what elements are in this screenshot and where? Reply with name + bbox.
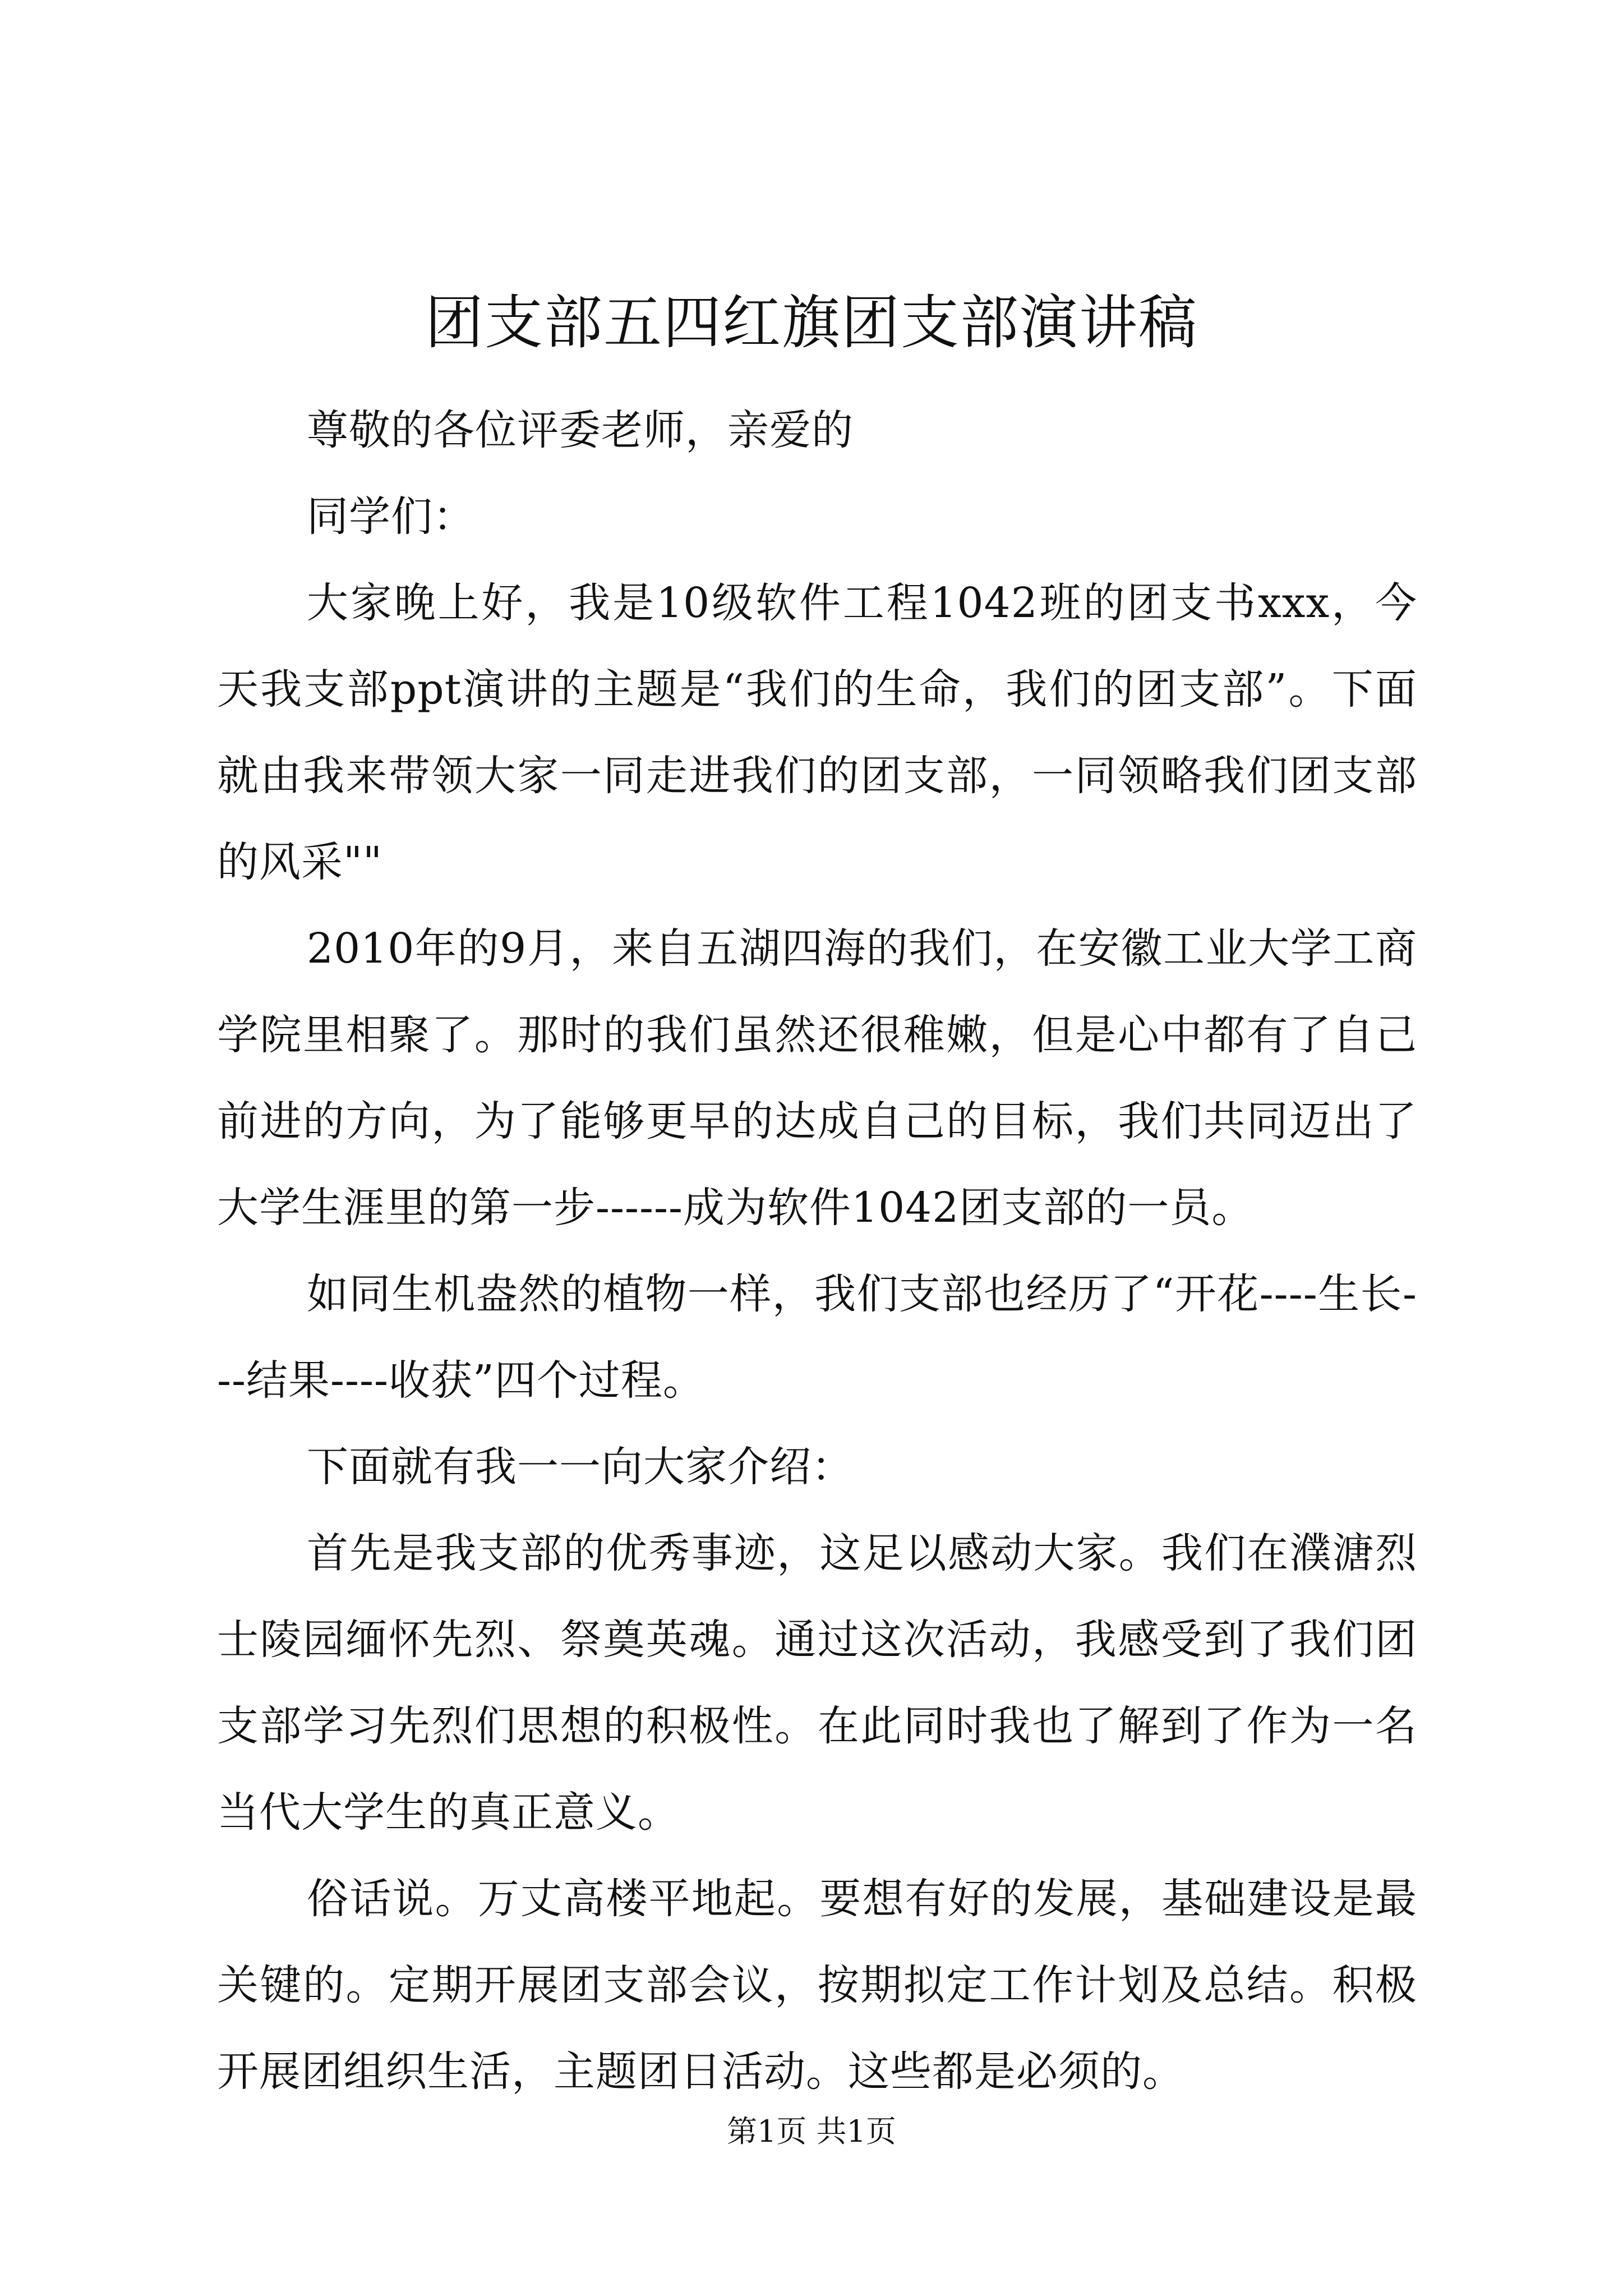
paragraph-growth: 如同生机盎然的植物一样，我们支部也经历了“开花----生长---结果----收获”四个过程。 [217,1270,1417,1405]
paragraph-foundation: 俗话说。万丈高楼平地起。要想有好的发展，基础建设是最关键的。定期开展团支部会议，按期拟定工作计划及总结。积极开展团组织生活，主题团日活动。这些都是必须的。 [217,1875,1417,2096]
document-title: 团支部五四红旗团支部演讲稿 [425,288,1198,357]
paragraph-salutation: 尊敬的各位评委老师，亲爱的 [307,406,854,454]
paragraph-salutation-cont: 同学们： [307,493,475,541]
page-footer: 第1页 共1页 [727,2114,896,2149]
paragraph-history: 2010年的9月，来自五湖四海的我们，在安徽工业大学工商学院里相聚了。那时的我们虽然还很稚嫩，但是心中都有了自己前进的方向，为了能够更早的达成自己的目标，我们共同迈出了大学生涯里的第一步------成为软件1042团支部的一员。 [217,924,1417,1232]
paragraph-transition: 下面就有我一一向大家介绍： [307,1443,854,1491]
paragraph-intro: 大家晚上好，我是10级软件工程1042班的团支书xxx，今天我支部ppt演讲的主题是“我们的生命，我们的团支部”。下面就由我来带领大家一同走进我们的团支部，一同领略我们团支部的风采"" [217,579,1417,886]
document-body [217,387,1417,2115]
paragraph-deeds: 首先是我支部的优秀事迹，这足以感动大家。我们在濮溏烈士陵园缅怀先烈、祭奠英魂。通过这次活动，我感受到了我们团支部学习先烈们思想的积极性。在此同时我也了解到了作为一名当代大学生的真正意义。 [217,1529,1417,1837]
